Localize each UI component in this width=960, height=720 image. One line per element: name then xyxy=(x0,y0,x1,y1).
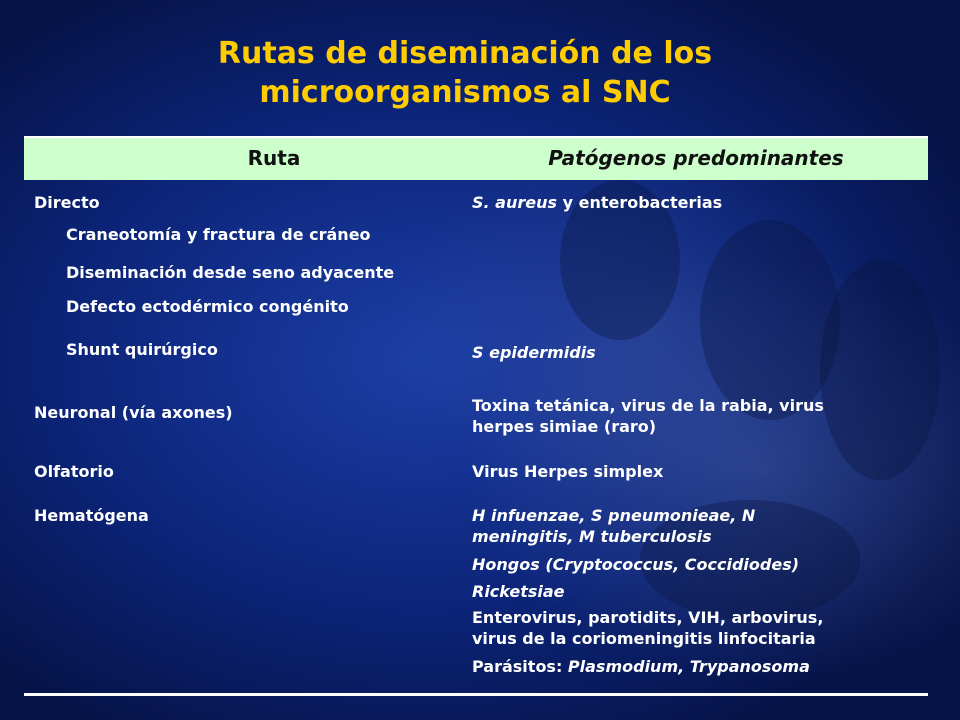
table-bottom-rule xyxy=(24,693,928,696)
patogeno-h-influenzae xyxy=(472,505,755,547)
patogeno-ricketsiae: Ricketsiae xyxy=(472,582,565,601)
parasitos-italic: Plasmodium, Trypanosoma xyxy=(567,657,810,676)
toxina-line-1: Toxina tetánica, virus de la rabia, virus xyxy=(472,396,824,415)
ruta-olfatorio: Olfatorio xyxy=(34,462,114,481)
parasitos-label: Parásitos: xyxy=(472,657,568,676)
table-header xyxy=(24,136,928,180)
ruta-hematogena: Hematógena xyxy=(34,506,149,525)
patogeno-s-aureus xyxy=(472,192,722,213)
ruta-neuronal: Neuronal (vía axones) xyxy=(34,403,233,422)
header-ruta: Ruta xyxy=(247,146,301,170)
s-aureus-rest: y enterobacterias xyxy=(557,193,723,212)
enterovirus-line-1: Enterovirus, parotidits, VIH, arbovirus, xyxy=(472,608,824,627)
toxina-line-2: herpes simiae (raro) xyxy=(472,417,657,436)
enterovirus-line-2: virus de la coriomeningitis linfocitaria xyxy=(472,629,816,648)
ruta-directo: Directo xyxy=(34,193,100,212)
h-influenzae-line-2: meningitis, M tuberculosis xyxy=(472,527,712,546)
title-line-1: Rutas de diseminación de los xyxy=(217,36,713,71)
ruta-craneotomia: Craneotomía y fractura de cráneo xyxy=(66,225,371,244)
patogeno-herpes: Virus Herpes simplex xyxy=(472,462,664,481)
ruta-defecto: Defecto ectodérmico congénito xyxy=(66,297,349,316)
ruta-shunt: Shunt quirúrgico xyxy=(66,340,218,359)
title-line-2: microorganismos al SNC xyxy=(259,75,671,110)
h-influenzae-line-1: H infuenzae, S pneumonieae, N xyxy=(472,506,756,525)
slide-title xyxy=(0,34,930,112)
background-figure xyxy=(700,220,840,420)
patogeno-hongos: Hongos (Cryptococcus, Coccidiodes) xyxy=(472,555,800,574)
s-aureus-italic: S. aureus xyxy=(472,193,558,212)
patogeno-toxina xyxy=(472,395,824,437)
header-patogenos: Patógenos predominantes xyxy=(548,146,844,170)
patogeno-s-epidermidis xyxy=(472,342,596,363)
background-figure xyxy=(820,260,940,480)
patogeno-parasitos xyxy=(472,656,810,677)
patogeno-enterovirus xyxy=(472,607,823,649)
ruta-diseminacion: Diseminación desde seno adyacente xyxy=(66,263,395,282)
s-epidermidis-text: S epidermidis xyxy=(472,343,596,362)
